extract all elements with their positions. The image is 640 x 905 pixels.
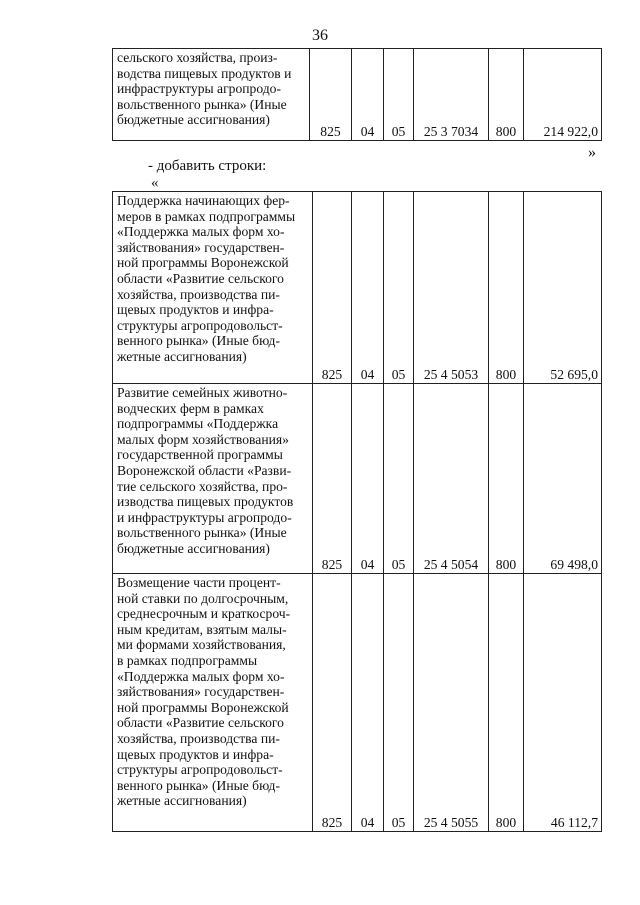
- row-description: сельского хозяйства, произ- водства пищевых продуктов и инфраструктуры агропродо- вольственного рынка» (Иные бюджетные ассигнования): [113, 49, 310, 141]
- section-code: 04: [352, 384, 384, 574]
- row-description: Возмещение части процент- ной ставки по долгосрочным, среднесрочным и краткосроч- ным кредитам, взятым малы- ми формами хозяйствования, в рамках подпрограммы «Поддержка малых форм хо- зяйствования» государствен- ной программы Воронежской области «Развитие сельского хозяйства, производства пи- щевых продуктов и инфра- структуры агропродовольст- венного рынка» (Иные бюд- жетные ассигнования): [113, 574, 313, 832]
- add-rows-label: - добавить строки:: [148, 158, 267, 174]
- subsection-code: 05: [384, 384, 414, 574]
- row-description: Развитие семейных животно- водческих ферм в рамках подпрограммы «Поддержка малых форм хозяйствования» государственной программы Воронежской области «Разви- тие сельского хозяйства, про- изводства пищевых продуктов и инфраструктуры агропродо- вольственного рынка» (Иные бюджетные ассигнования): [113, 384, 313, 574]
- expense-type-code: 800: [489, 574, 524, 832]
- expense-type-code: 800: [489, 384, 524, 574]
- continued-budget-table: [112, 48, 602, 141]
- table-row: [113, 49, 602, 141]
- section-code: 04: [352, 574, 384, 832]
- table-row: [113, 192, 602, 384]
- table-row: [113, 384, 602, 574]
- subsection-code: 05: [384, 49, 414, 141]
- page-number: 36: [312, 27, 328, 44]
- amount: 52 695,0: [524, 192, 602, 384]
- amount: 69 498,0: [524, 384, 602, 574]
- row-description: Поддержка начинающих фер- меров в рамках подпрограммы «Поддержка малых форм хо- зяйствования» государствен- ной программы Воронежской области «Развитие сельского хозяйства, производства пи- щевых продуктов и инфра- структуры агропродовольст- венного рынка» (Иные бюд- жетные ассигнования): [113, 192, 313, 384]
- ministry-code: 825: [313, 384, 352, 574]
- amount: 46 112,7: [524, 574, 602, 832]
- target-article-code: 25 4 5055: [414, 574, 489, 832]
- target-article-code: 25 4 5053: [414, 192, 489, 384]
- opening-quote: «: [151, 175, 159, 191]
- section-code: 04: [352, 49, 384, 141]
- ministry-code: 825: [313, 574, 352, 832]
- expense-type-code: 800: [489, 49, 524, 141]
- section-code: 04: [352, 192, 384, 384]
- amount: 214 922,0: [524, 49, 602, 141]
- closing-quote: »: [588, 144, 596, 161]
- expense-type-code: 800: [489, 192, 524, 384]
- ministry-code: 825: [310, 49, 352, 141]
- added-budget-table: [112, 191, 602, 832]
- target-article-code: 25 4 5054: [414, 384, 489, 574]
- subsection-code: 05: [384, 192, 414, 384]
- ministry-code: 825: [313, 192, 352, 384]
- subsection-code: 05: [384, 574, 414, 832]
- table-row: [113, 574, 602, 832]
- target-article-code: 25 3 7034: [414, 49, 489, 141]
